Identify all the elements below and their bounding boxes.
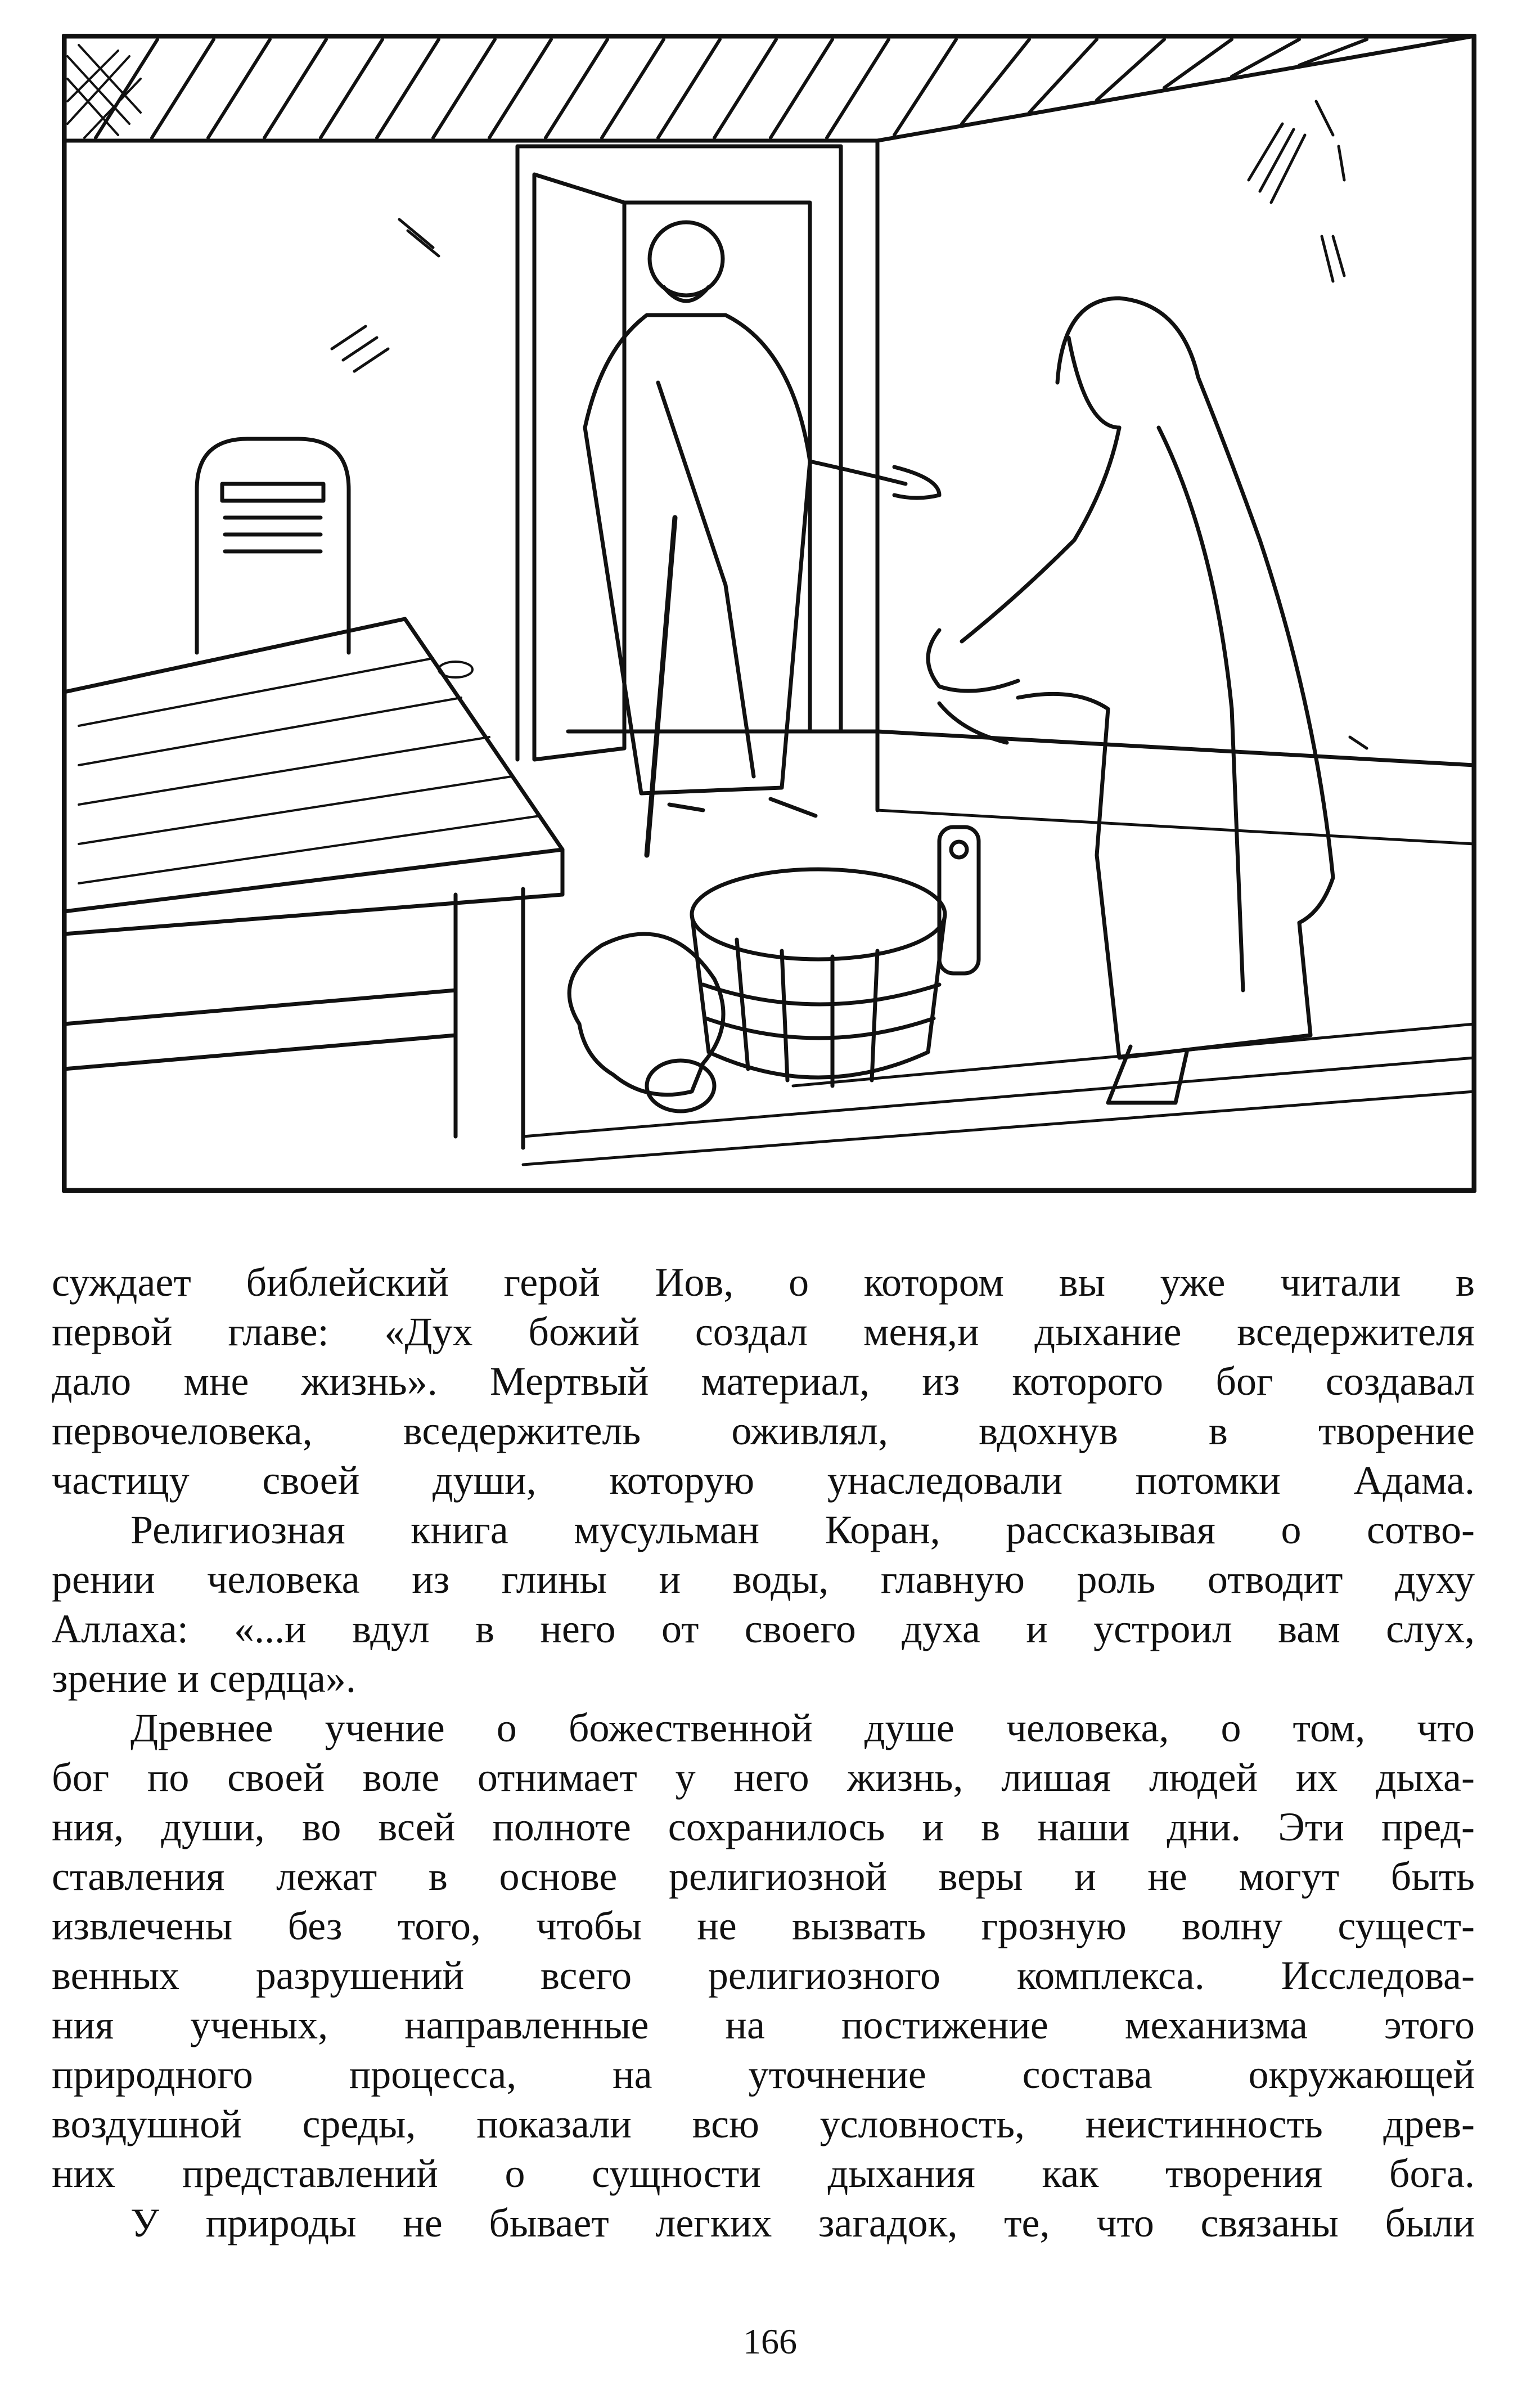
text-line: У природы не бывает легких загадок, те, что связаны были — [130, 2200, 1475, 2245]
paragraph-4 — [52, 2198, 1475, 2248]
text-line: венных разрушений всего религиозного комплекса. Исследова- — [52, 1953, 1475, 1998]
text-line: первочеловека, вседержитель оживлял, вдохнув в творение — [52, 1408, 1475, 1453]
illustration — [62, 34, 1476, 1193]
body-text — [52, 1257, 1475, 2248]
text-line: ния, души, во всей полноте сохранилось и в наши дни. Эти пред- — [52, 1804, 1475, 1849]
text-line: зрение и сердца». — [52, 1656, 356, 1701]
text-line: природного процесса, на уточнение состава окружающей — [52, 2052, 1475, 2097]
text-line: Аллаха: «...и вдул в него от своего духа и устроил вам слух, — [52, 1606, 1475, 1651]
text-line: ставления лежат в основе религиозной веры и не могут быть — [52, 1854, 1475, 1899]
text-line: них представлений о сущности дыхания как творения бога. — [52, 2151, 1475, 2196]
text-line: первой главе: «Дух божий создал меня,и дыхание вседержителя — [52, 1309, 1475, 1354]
paragraph-1 — [52, 1257, 1475, 1505]
text-line: Древнее учение о божественной душе человека, о том, что — [130, 1705, 1475, 1750]
text-line: рении человека из глины и воды, главную роль отводит духу — [52, 1557, 1475, 1602]
paragraph-2 — [52, 1505, 1475, 1703]
page-number: 166 — [743, 2321, 797, 2361]
paragraph-3 — [52, 1703, 1475, 2198]
text-line: Религиозная книга мусульман Коран, рассказывая о сотво- — [130, 1507, 1475, 1552]
text-line: воздушной среды, показали всю условность, неистинность древ- — [52, 2101, 1475, 2146]
text-line: бог по своей воле отнимает у него жизнь, лишая людей их дыха- — [52, 1755, 1475, 1800]
text-line: частицу своей души, которую унаследовали потомки Адама. — [52, 1458, 1475, 1503]
text-line: суждает библейский герой Иов, о котором вы уже читали в — [52, 1260, 1475, 1305]
text-line: извлечены без того, чтобы не вызвать грозную волну сущест- — [52, 1903, 1475, 1948]
text-line: дало мне жизнь». Мертвый материал, из которого бог создавал — [52, 1359, 1475, 1404]
text-line: ния ученых, направленные на постижение механизма этого — [52, 2002, 1475, 2047]
